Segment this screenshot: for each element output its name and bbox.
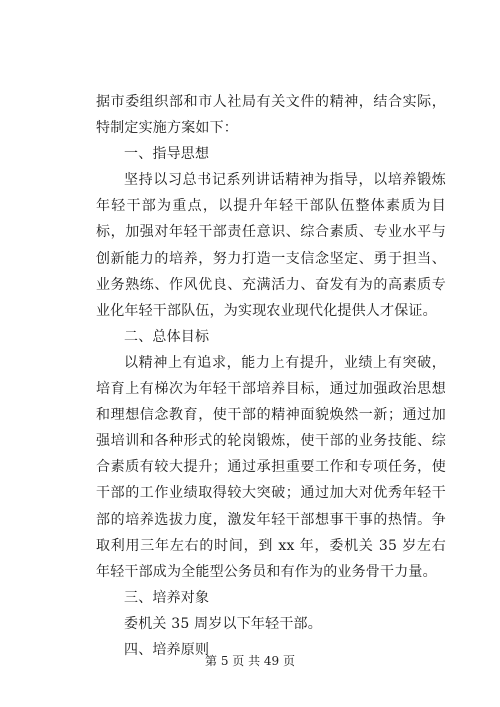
- page-footer: 第 5 页 共 49 页: [205, 654, 295, 668]
- section-body-overall-goal: 以精神上有追求，能力上有提升，业绩上有突破，培育上有梯次为年轻干部培养目标，通过加强政治思想和理想信念教育，使干部的精神面貌焕然一新；通过加强培训和各种形式的轮岗锻炼，使干部的业务技能、综合素质有较大提升；通过承担重要工作和专项任务，使干部的工作业绩取得较大突破；通过加大对优秀年轻干部的培养选拔力度，激发年轻干部想事干事的热情。争取利用三年左右的时间，到 xx 年，委机关 35 岁左右年轻干部成为全能型公务员和有作为的业务骨干力量。: [96, 354, 446, 580]
- section-heading-training-targets: 三、培养对象: [124, 589, 210, 606]
- document-body: [96, 89, 446, 663]
- intro-paragraph: 据市委组织部和市人社局有关文件的精神，结合实际，特制定实施方案如下：: [96, 94, 446, 137]
- section-heading-overall-goal: 二、总体目标: [124, 328, 210, 345]
- section-body-guiding-ideology: 坚持以习总书记系列讲话精神为指导，以培养锻炼年轻干部为重点，以提升年轻干部队伍整体素质为目标，加强对年轻干部责任意识、综合素质、专业水平与创新能力的培养，努力打造一支信念坚定、勇于担当、业务熟练、作风优良、充满活力、奋发有为的高素质专业化年轻干部队伍，为实现农业现代化提供人才保证。: [96, 172, 446, 319]
- section-heading-guiding-ideology: 一、指导思想: [124, 146, 210, 163]
- section-body-training-targets: 委机关 35 周岁以下年轻干部。: [124, 615, 322, 632]
- section-heading-training-principles: 四、培养原则: [124, 641, 210, 658]
